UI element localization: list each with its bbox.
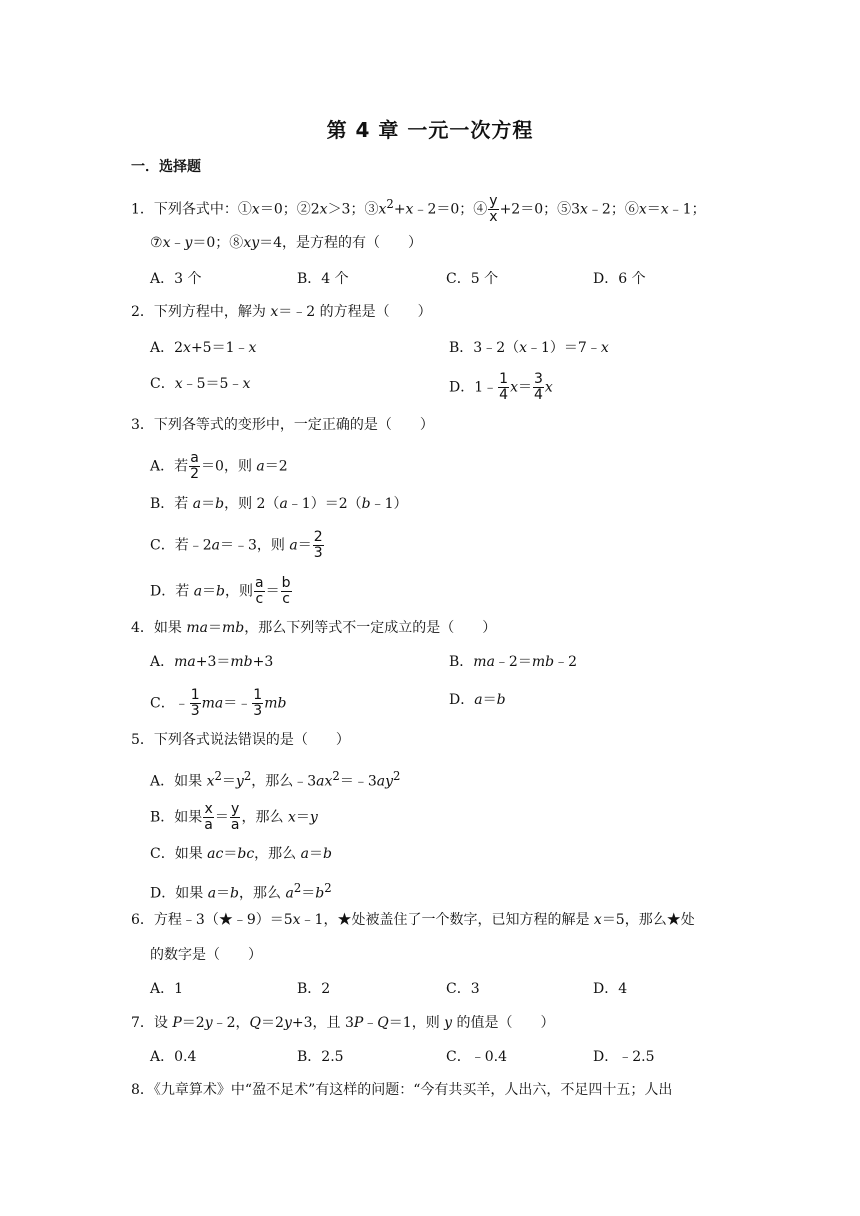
- question-5-option-b: B．如果 $\frac{x}{a}$ ＝ $\frac{y}{a}$ ，那么 x＝y: [150, 801, 318, 833]
- question-6-line-2: 的数字是（ ）: [150, 947, 262, 963]
- question-1-option-b: B．4 个: [297, 271, 349, 287]
- fraction: $\frac{1}{3}$: [253, 687, 263, 719]
- question-5-option-a: A．如果 $x^2=y^2$，那么$﹣3ax^2=﹣3ay^2$: [150, 769, 401, 790]
- fraction: $\frac{y}{a}$: [230, 801, 240, 833]
- fraction: $\frac{b}{c}$: [281, 575, 291, 607]
- question-5-option-d: D．如果 a＝b，那么 $a^2=b^2$: [150, 881, 332, 902]
- question-2-stem: 2．下列方程中，解为 x＝﹣2 的方程是（ ）: [131, 304, 432, 320]
- question-2-option-d: D．1﹣ $\frac{1}{4}$ x＝ $\frac{3}{4}$ x: [449, 371, 553, 403]
- question-6-option-b: B．2: [297, 981, 331, 997]
- question-1-option-c: C．5 个: [446, 271, 499, 287]
- fraction: $\frac{x}{a}$: [204, 801, 213, 833]
- fraction: $\frac{1}{4}$: [499, 371, 509, 403]
- question-2-option-b: B．3﹣2（x﹣1）＝7﹣x: [449, 340, 609, 356]
- question-6-option-a: A．1: [150, 981, 184, 997]
- fraction: $\frac{a}{c}$: [255, 575, 264, 607]
- question-3-stem: 3．下列各等式的变形中，一定正确的是（ ）: [131, 417, 434, 433]
- question-7-option-a: A．0.4: [150, 1049, 197, 1065]
- fraction: $\frac{1}{3}$: [190, 687, 200, 719]
- fraction: $\frac{a}{2}$: [190, 450, 200, 482]
- question-4-option-d: D．a＝b: [449, 692, 506, 708]
- question-4-option-b: B．ma﹣2＝mb﹣2: [449, 654, 578, 670]
- question-7-option-c: C．﹣0.4: [446, 1049, 507, 1065]
- question-7-stem: 7．设 P＝2y﹣2，Q＝2y+3，且 3P﹣Q＝1，则 y 的值是（ ）: [131, 1015, 555, 1031]
- question-4-option-a: A．ma+3＝mb+3: [150, 654, 274, 670]
- question-2-option-a: A．2x+5＝1﹣x: [150, 340, 257, 356]
- question-6-option-c: C．3: [446, 981, 480, 997]
- question-1-option-d: D．6 个: [593, 271, 646, 287]
- question-2-option-c: C．x﹣5＝5﹣x: [150, 376, 251, 392]
- fraction: $\frac{2}{3}$: [313, 529, 323, 561]
- section-heading: 一．选择题: [131, 159, 201, 175]
- question-1-line-2: ⑦x﹣y＝0；⑧xy＝4，是方程的有（ ）: [150, 235, 423, 251]
- question-7-option-b: B．2.5: [297, 1049, 344, 1065]
- question-4-option-c: C．﹣ $\frac{1}{3}$ ma＝﹣ $\frac{1}{3}$ mb: [150, 687, 287, 719]
- question-4-stem: 4．如果 ma＝mb，那么下列等式不一定成立的是（ ）: [131, 620, 497, 636]
- question-3-option-a: A．若 $\frac{a}{2}$ ＝0，则 a＝2: [150, 450, 288, 482]
- question-1-option-a: A．3 个: [150, 271, 202, 287]
- fraction: $\frac{3}{4}$: [533, 371, 543, 403]
- fraction: $\frac{y}{x}$: [489, 193, 498, 226]
- page-title: 第 4 章 一元一次方程: [326, 118, 534, 142]
- question-1-line-1: 1．下列各式中：①x＝0；②2x＞3；$③x^2+x﹣2=0$；④ $\frac{y}{x}$ +2＝0；⑤3x﹣2；⑥x＝x﹣1；: [131, 193, 706, 226]
- question-5-option-c: C．如果 ac＝bc，那么 a＝b: [150, 846, 332, 862]
- question-3-option-d: D．若 a＝b，则 $\frac{a}{c}$ ＝ $\frac{b}{c}$: [150, 575, 291, 607]
- question-3-option-b: B．若 a＝b，则 2（a﹣1）＝2（b﹣1）: [150, 496, 408, 512]
- question-7-option-d: D．﹣2.5: [593, 1049, 655, 1065]
- question-8-stem: 8．《九章算术》中“盈不足术”有这样的问题：“今有共买羊，人出六，不足四十五；人出: [131, 1082, 673, 1098]
- question-5-stem: 5．下列各式说法错误的是（ ）: [131, 732, 350, 748]
- question-6-option-d: D．4: [593, 981, 628, 997]
- question-6-line-1: 6．方程﹣3（★﹣9）＝5x﹣1，★处被盖住了一个数字，已知方程的解是 x＝5，那么★处: [131, 912, 695, 928]
- question-3-option-c: C．若﹣2a＝﹣3，则 a＝ $\frac{2}{3}$: [150, 529, 323, 561]
